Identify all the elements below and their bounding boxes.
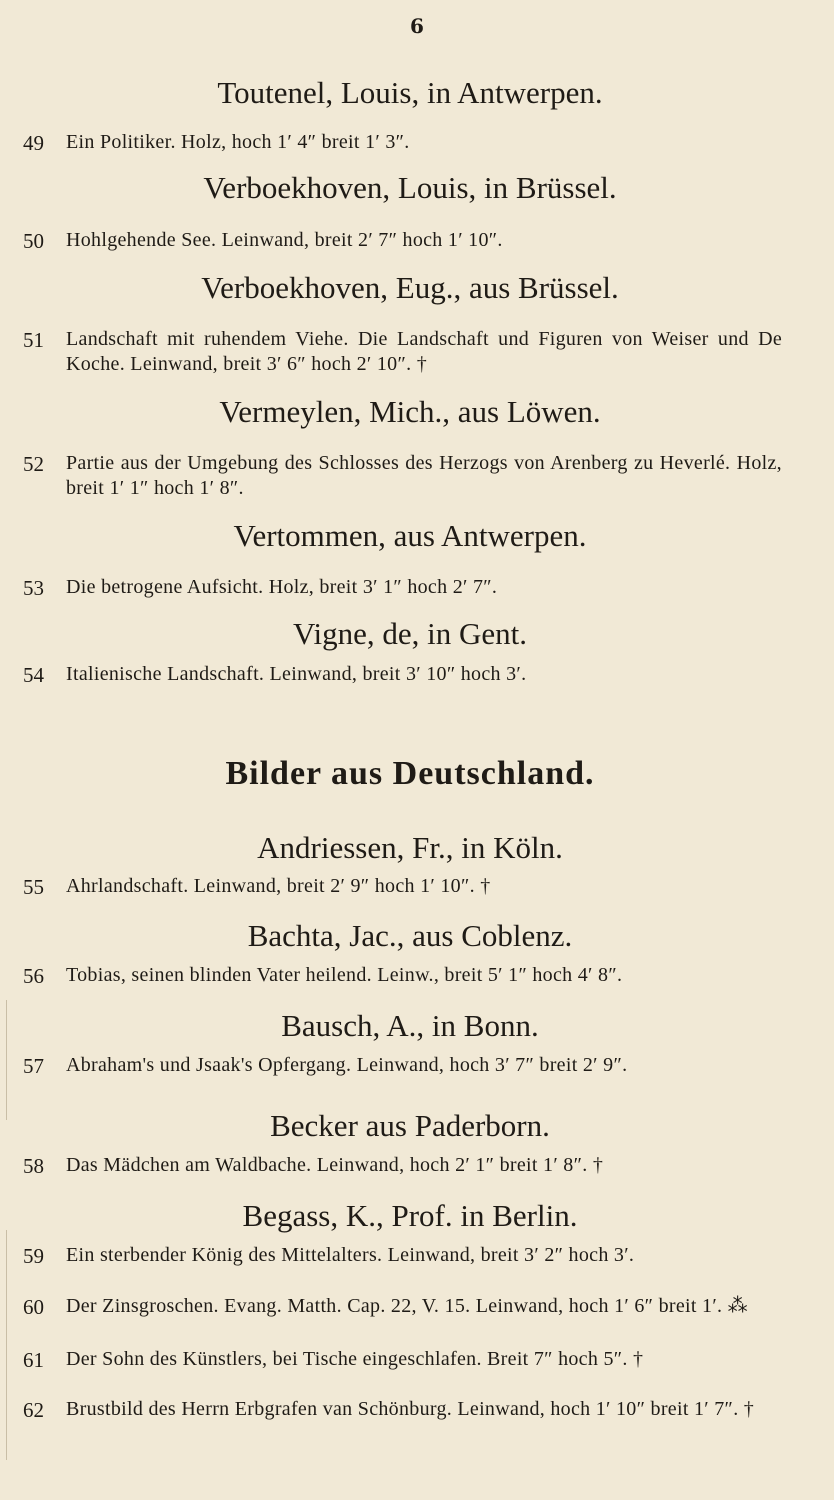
entry-number: 61 xyxy=(23,1348,44,1372)
entry-number: 58 xyxy=(23,1154,44,1178)
entry-text: Landschaft mit ruhendem Viehe. Die Landschaft und Figuren von Weiser und De Koche. Leinwand, breit 3′ 6″ hoch 2′ 10″. † xyxy=(66,328,782,375)
entry-text: Der Sohn des Künstlers, bei Tische eingeschlafen. Breit 7″ hoch 5″. † xyxy=(66,1348,644,1370)
artist-heading-verboekhoven-louis: Verboekhoven, Louis, in Brüssel. xyxy=(203,170,617,205)
artist-heading-vertommen: Vertommen, aus Antwerpen. xyxy=(233,518,587,553)
entry-number: 49 xyxy=(23,131,44,155)
artist-heading-bausch: Bausch, A., in Bonn. xyxy=(281,1008,539,1043)
artist-heading-toutenel: Toutenel, Louis, in Antwerpen. xyxy=(217,75,603,110)
entry-number: 56 xyxy=(23,964,44,988)
artist-heading-bachta: Bachta, Jac., aus Coblenz. xyxy=(247,918,573,953)
entry-text: Das Mädchen am Waldbache. Leinwand, hoch 2′ 1″ breit 1′ 8″. † xyxy=(66,1154,604,1176)
margin-rule xyxy=(6,1000,7,1120)
artist-heading-vermeylen: Vermeylen, Mich., aus Löwen. xyxy=(219,394,601,429)
entry-text: Ein sterbender König des Mittelalters. Leinwand, breit 3′ 2″ hoch 3′. xyxy=(66,1244,635,1266)
artist-heading-andriessen: Andriessen, Fr., in Köln. xyxy=(257,830,563,865)
entry-number: 52 xyxy=(23,452,44,476)
entry-number: 57 xyxy=(23,1054,44,1078)
entry-text: Italienische Landschaft. Leinwand, breit 3′ 10″ hoch 3′. xyxy=(66,663,527,685)
artist-heading-begass: Begass, K., Prof. in Berlin. xyxy=(242,1198,578,1233)
artist-heading-becker: Becker aus Paderborn. xyxy=(270,1108,550,1143)
entry-text: Tobias, seinen blinden Vater heilend. Leinw., breit 5′ 1″ hoch 4′ 8″. xyxy=(66,964,623,986)
entry-text: Abraham's und Jsaak's Opfergang. Leinwand, hoch 3′ 7″ breit 2′ 9″. xyxy=(66,1054,628,1076)
entry-number: 59 xyxy=(23,1244,44,1268)
entry-text: Die betrogene Aufsicht. Holz, breit 3′ 1″ hoch 2′ 7″. xyxy=(66,576,498,598)
entry-text: Brustbild des Herrn Erbgrafen van Schönburg. Leinwand, hoch 1′ 10″ breit 1′ 7″. † xyxy=(66,1398,755,1420)
entry-number: 55 xyxy=(23,875,44,899)
entry-number: 62 xyxy=(23,1398,44,1422)
section-heading-deutschland: Bilder aus Deutschland. xyxy=(225,755,595,792)
entry-number: 53 xyxy=(23,576,44,600)
margin-rule xyxy=(6,1230,7,1460)
artist-heading-verboekhoven-eug: Verboekhoven, Eug., aus Brüssel. xyxy=(201,270,619,305)
entry-number: 54 xyxy=(23,663,44,687)
entry-number: 51 xyxy=(23,328,44,352)
entry-text: Der Zinsgroschen. Evang. Matth. Cap. 22, V. 15. Leinwand, hoch 1′ 6″ breit 1′. ⁂ xyxy=(66,1295,748,1317)
entry-text: Ein Politiker. Holz, hoch 1′ 4″ breit 1′ 3″. xyxy=(66,131,410,153)
entry-text: Hohlgehende See. Leinwand, breit 2′ 7″ hoch 1′ 10″. xyxy=(66,229,503,251)
entry-number: 50 xyxy=(23,229,44,253)
entry-number: 60 xyxy=(23,1295,44,1319)
artist-heading-vigne: Vigne, de, in Gent. xyxy=(292,616,528,651)
entry-text: Partie aus der Umgebung des Schlosses des Herzogs von Arenberg zu Heverlé. Holz, breit 1′ 1″ hoch 1′ 8″. xyxy=(66,452,782,499)
entry-text: Ahrlandschaft. Leinwand, breit 2′ 9″ hoch 1′ 10″. † xyxy=(66,875,491,897)
page-number: 6 xyxy=(410,14,424,38)
